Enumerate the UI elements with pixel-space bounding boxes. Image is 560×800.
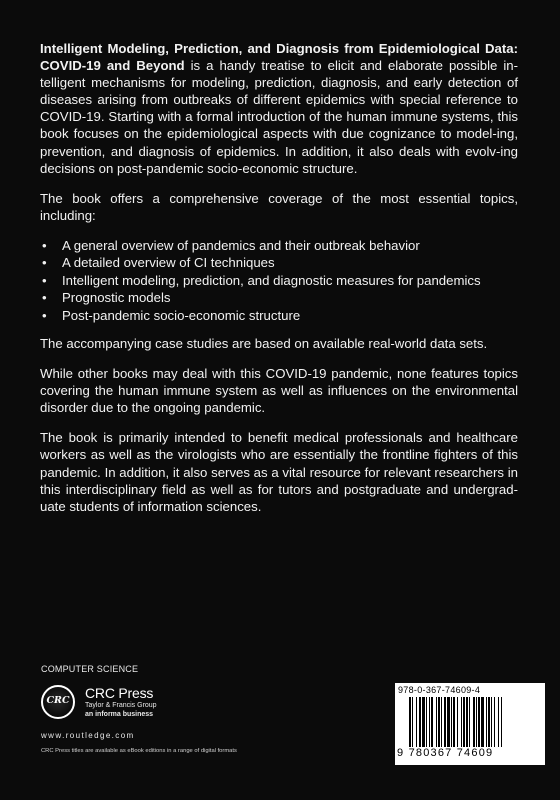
intro-text: is a handy treatise to elicit and elaborate possible in-telligent mechanisms for modeling, prediction, diagnosis, and early detection of diseases arising from outbreaks of different epidemics with special reference to COVID-19. Starting with a formal introduction of the human immune systems, this book focuses on the epidemiological aspects with due cognizance to model-ing, prevention, and diagnosis of epidemics. In addition, it also deals with evolv-ing decisions on post-pandemic socio-economic structure. (40, 58, 518, 176)
website-link[interactable]: www.routledge.com (41, 731, 135, 740)
isbn-label: 978-0-367-74609-4 (398, 685, 481, 695)
crc-logo-mark: CRC (46, 695, 70, 706)
business-tagline: an informa business (85, 710, 154, 718)
list-item: • A general overview of pandemics and their outbreak behavior (42, 237, 420, 253)
ebook-note: CRC Press titles are available as eBook editions in a range of digital formats (41, 748, 237, 754)
comparison-paragraph: While other books may deal with this COVID-19 pandemic, none features topics covering the human immune system as well as influences on the environmental disorder due to the ongoing pandemic. (40, 366, 518, 416)
back-cover-text (40, 40, 518, 528)
bullet-icon: • (42, 290, 47, 306)
topics-intro: The book offers a comprehensive coverage of the most essential topics, including: (40, 190, 518, 223)
publisher-logo (41, 683, 261, 733)
publisher-group (85, 702, 157, 719)
isbn-barcode (395, 683, 545, 765)
case-studies-paragraph: The accompanying case studies are based on available real-world data sets. (40, 335, 488, 351)
barcode-bars-icon (409, 697, 531, 747)
isbn-digits: 9 780367 74609 (397, 747, 494, 759)
bullet-icon: • (42, 255, 47, 271)
group-name: Taylor & Francis Group (85, 702, 157, 709)
list-item: • Prognostic models (42, 290, 171, 306)
publisher-name: CRC Press (85, 685, 154, 701)
intro-paragraph (40, 40, 518, 177)
bullet-icon: • (42, 307, 47, 323)
list-item: • Post-pandemic socio-economic structure (42, 307, 301, 323)
subject-category: COMPUTER SCIENCE (41, 664, 139, 674)
list-item: • A detailed overview of CI techniques (42, 255, 275, 271)
list-item: • Intelligent modeling, prediction, and diagnostic measures for pandemics (42, 272, 481, 288)
bullet-icon: • (42, 272, 47, 288)
bullet-icon: • (42, 237, 47, 253)
topics-list (40, 237, 518, 324)
book-title: Intelligent Modeling, Prediction, and Diagnosis from Epidemiological Data: COVID-19 and Beyond (40, 41, 518, 74)
audience-paragraph: The book is primarily intended to benefit medical professionals and healthcare workers as well as the virologists who are essentially the frontline fighters of this pandemic. In addition, it also serves as a vital resource for relevant researchers in this interdisciplinary field as well as for tutors and postgraduate and undergrad-uate students of information sciences. (40, 430, 518, 514)
